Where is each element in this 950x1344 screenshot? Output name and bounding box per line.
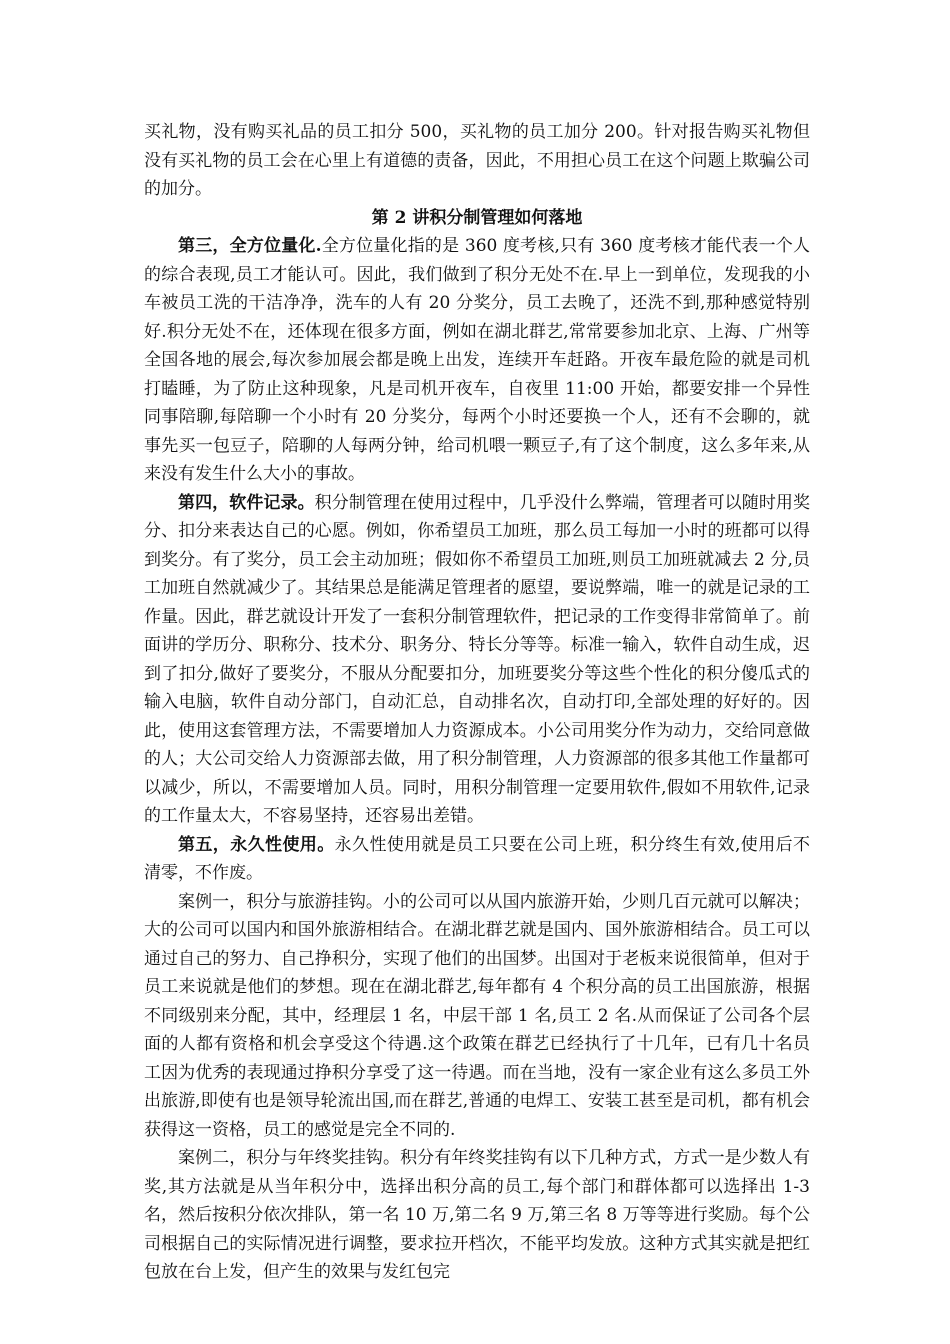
paragraph-case-two: 案例二，积分与年终奖挂钩。积分有年终奖挂钩有以下几种方式，方式一是少数人有奖,其方法就是从当年积分中，选择出积分高的员工,每个部门和群体都可以选择出 1-3 名，然后按积分依次排队，第一名 10 万,第二名 9 万,第三名 8 万等等进行奖励。每个公司根据自己的实际情况进行调整，要求拉开档次，不能平均发放。这种方式其实就是把红包放在台上发，但产生的效果与发红包完 (144, 1148, 810, 1282)
paragraph-third-lead: 第三，全方位量化. (178, 236, 322, 256)
paragraph-third (144, 232, 810, 489)
paragraph-fourth (144, 489, 810, 831)
paragraph-fourth-text: 积分制管理在使用过程中，几乎没什么弊端，管理者可以随时用奖分、扣分来表达自己的心愿。例如，你希望员工加班，那么员工每加一小时的班都可以得到奖分。有了奖分，员工会主动加班；假如你不希望员工加班,则员工加班就减去 2 分,员工加班自然就减少了。其结果总是能满足管理者的愿望，要说弊端，唯一的就是记录的工作量。因此，群艺就设计开发了一套积分制管理软件，把记录的工作变得非常简单了。前面讲的学历分、职称分、技术分、职务分、特长分等等。标准一输入，软件自动生成，迟到了扣分,做好了要奖分，不服从分配要扣分，加班要奖分等这些个性化的积分傻瓜式的输入电脑，软件自动分部门，自动汇总，自动排名次，自动打印,全部处理的好好的。因此，使用这套管理方法，不需要增加人力资源成本。小公司用奖分作为动力，交给同意做的人；大公司交给人力资源部去做，用了积分制管理，人力资源部的很多其他工作量都可以减少，所以，不需要增加人员。同时，用积分制管理一定要用软件,假如不用软件,记录的工作量太大，不容易坚持，还容易出差错。 (144, 492, 811, 826)
section-title: 第 2 讲积分制管理如何落地 (371, 207, 583, 228)
paragraph-fourth-lead: 第四，软件记录。 (178, 492, 315, 513)
paragraph-fifth-lead: 第五，永久性使用。 (178, 834, 335, 855)
paragraph-third-text: 全方位量化指的是 360 度考核,只有 360 度考核才能代表一个人的综合表现,员工才能认可。因此，我们做到了积分无处不在.早上一到单位，发现我的小车被员工洗的干洁净净，洗车的人有 20 分奖分，员工去晚了，还洗不到,那种感觉特别好.积分无处不在，还体现在很多方面，例如在湖北群艺,常常要参加北京、上海、广州等全国各地的展会,每次参加展会都是晚上出发，连续开车赶路。开夜车最危险的就是司机打瞌睡，为了防止这种现象，凡是司机开夜车，自夜里 11:00 开始，都要安排一个异性同事陪聊,每陪聊一个小时有 20 分奖分，每两个小时还要换一个人，还有不会聊的，就事先买一包豆子，陪聊的人每两分钟，给司机喂一颗豆子,有了这个制度，这么多年来,从来没有发生什么大小的事故。 (144, 236, 810, 484)
paragraph-intro: 买礼物，没有购买礼品的员工扣分 500，买礼物的员工加分 200。针对报告购买礼物但没有买礼物的员工会在心里上有道德的责备，因此，不用担心员工在这个问题上欺骗公司的加分。 (144, 122, 810, 199)
document-page (144, 118, 810, 1287)
paragraph-case-one: 案例一，积分与旅游挂钩。小的公司可以从国内旅游开始，少则几百元就可以解决；大的公司可以国内和国外旅游相结合。在湖北群艺就是国内、国外旅游相结合。员工可以通过自己的努力、自己挣积分，实现了他们的出国梦。出国对于老板来说很简单，但对于员工来说就是他们的梦想。现在在湖北群艺,每年都有 4 个积分高的员工出国旅游，根据不同级别来分配，其中，经理层 1 名，中层干部 1 名,员工 2 名.从而保证了公司各个层面的人都有资格和机会享受这个待遇.这个政策在群艺已经执行了十几年，已有几十名员工因为优秀的表现通过挣积分享受了这一待遇。而在当地，没有一家企业有这么多员工外出旅游,即使有也是领导轮流出国,而在群艺,普通的电焊工、安装工甚至是司机，都有机会获得这一资格，员工的感觉是完全不同的. (144, 891, 810, 1140)
paragraph-fifth-text: 永久性使用就是员工只要在公司上班，积分终生有效,使用后不清零，不作废。 (144, 834, 811, 883)
paragraph-fifth (144, 831, 810, 888)
